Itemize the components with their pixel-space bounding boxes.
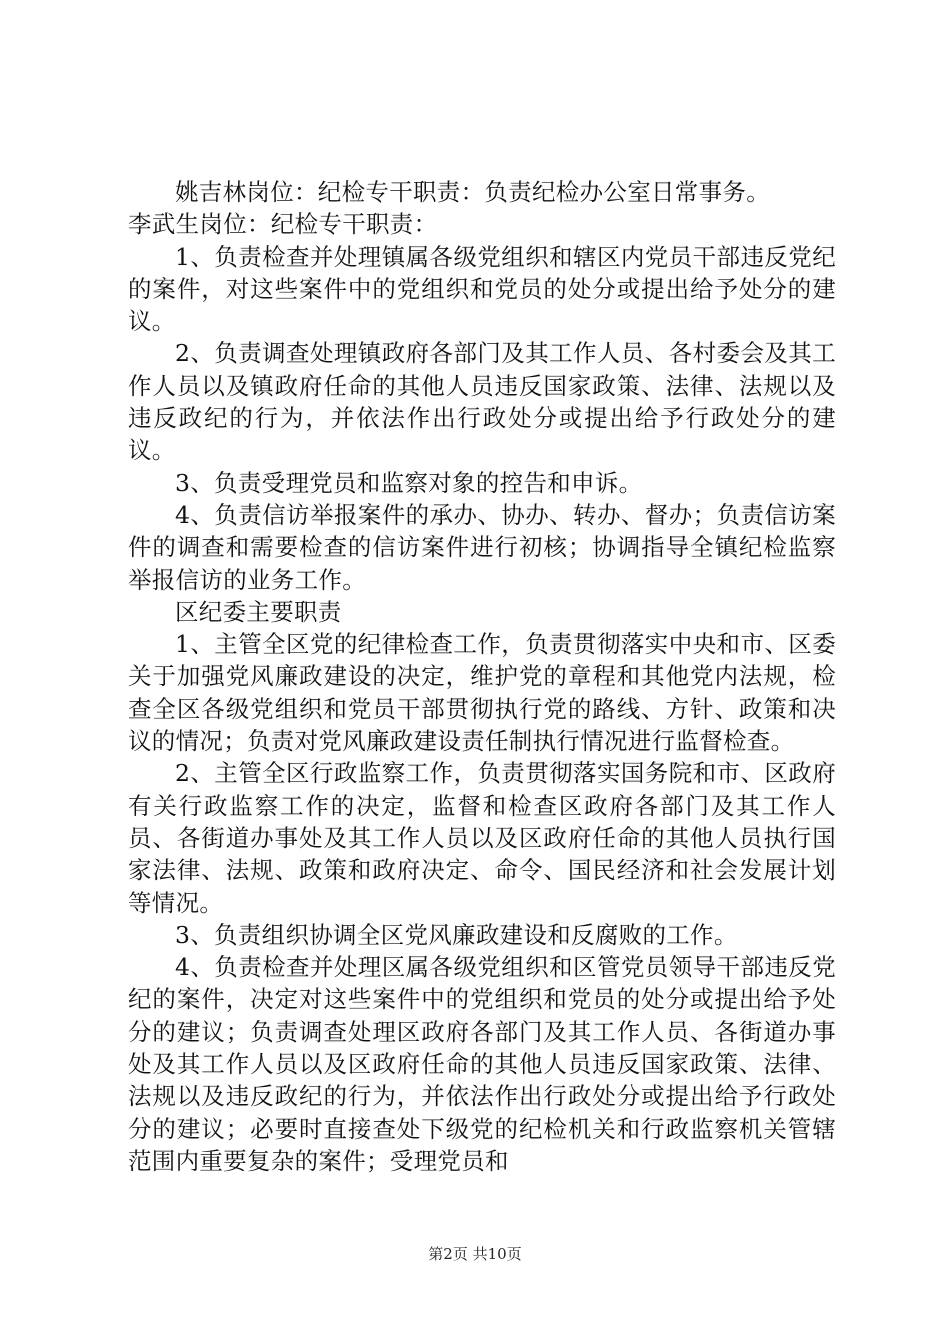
paragraph-li-item-2: 2、负责调查处理镇政府各部门及其工作人员、各村委会及其工作人员以及镇政府任命的其他人员违反国家政策、法律、法规以及违反政纪的行为，并依法作出行政处分或提出给予行政处分的建议。 xyxy=(128,339,836,465)
paragraph-li-item-4: 4、负责信访举报案件的承办、协办、转办、督办；负责信访案件的调查和需要检查的信访案件进行初核；协调指导全镇纪检监察举报信访的业务工作。 xyxy=(128,500,836,594)
paragraph-district-item-1: 1、主管全区党的纪律检查工作，负责贯彻落实中央和市、区委关于加强党风廉政建设的决定，维护党的章程和其他党内法规，检查全区各级党组织和党员干部贯彻执行党的路线、方针、政策和决议的情况；负责对党风廉政建设责任制执行情况进行监督检查。 xyxy=(128,630,836,756)
paragraph-duty-li: 李武生岗位：纪检专干职责： xyxy=(128,210,438,239)
paragraph-district-item-4: 4、负责检查并处理区属各级党组织和区管党员领导干部违反党纪的案件，决定对这些案件中的党组织和党员的处分或提出给予处分的建议；负责调查处理区政府各部门及其工作人员、各街道办事处及其工作人员以及区政府任命的其他人员违反国家政策、法律、法规以及违反政纪的行为，并依法作出行政处分或提出给予行政处分的建议；必要时直接查处下级党的纪检机关和行政监察机关管辖范围内重要复杂的案件；受理党员和 xyxy=(128,953,836,1175)
paragraph-district-item-3: 3、负责组织协调全区党风廉政建设和反腐败的工作。 xyxy=(175,920,738,949)
paragraph-li-item-1: 1、负责检查并处理镇属各级党组织和辖区内党员干部违反党纪的案件，对这些案件中的党组织和党员的处分或提出给予处分的建议。 xyxy=(128,242,836,336)
section-heading-district-commission: 区纪委主要职责 xyxy=(175,597,342,626)
paragraph-duty-yao: 姚吉林岗位：纪检专干职责：负责纪检办公室日常事务。 xyxy=(175,178,770,206)
paragraph-li-item-3: 3、负责受理党员和监察对象的控告和申诉。 xyxy=(175,468,643,497)
paragraph-district-item-2: 2、主管全区行政监察工作，负责贯彻落实国务院和市、区政府有关行政监察工作的决定，监督和检查区政府各部门及其工作人员、各街道办事处及其工作人员以及区政府任命的其他人员执行国家法律、法规、政策和政府决定、命令、国民经济和社会发展计划等情况。 xyxy=(128,759,836,917)
document-body xyxy=(128,176,836,1177)
page-footer: 第2页 共10页 xyxy=(428,1245,522,1263)
